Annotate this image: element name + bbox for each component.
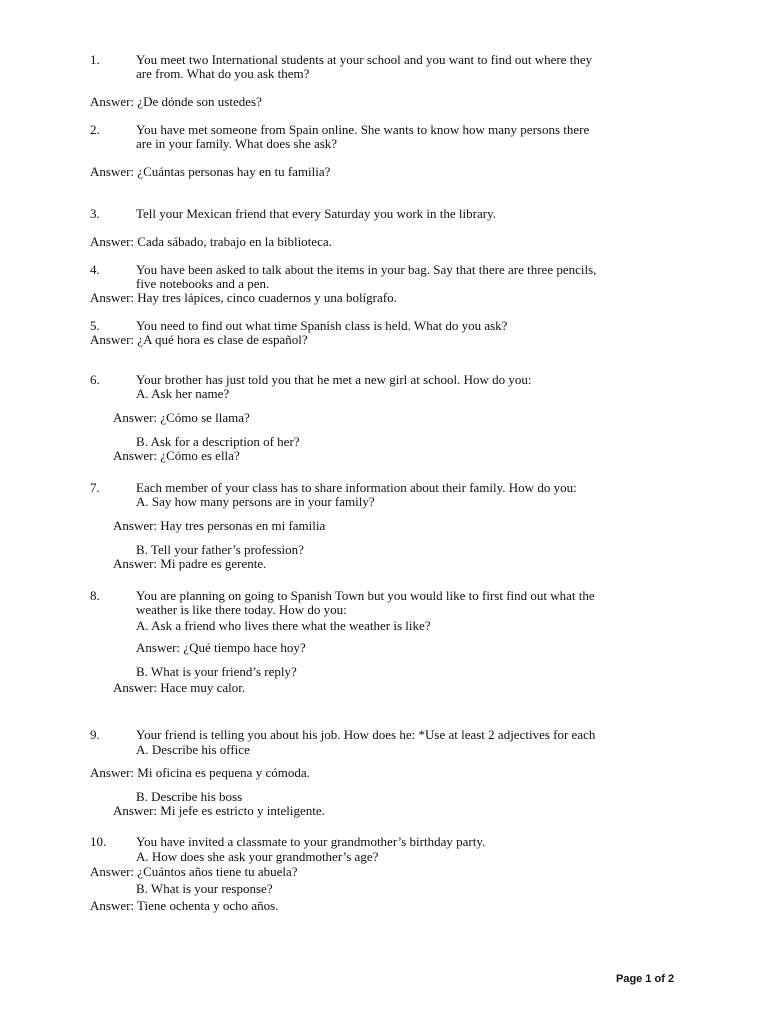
answer-text: Answer: ¿Cuántos años tiene tu abuela? <box>90 864 298 879</box>
question-number: 7. <box>90 480 100 495</box>
sub-question: A. Describe his office <box>136 742 250 757</box>
question-text: five notebooks and a pen. <box>136 276 270 291</box>
question-text: You need to find out what time Spanish class is held. What do you ask? <box>136 318 508 333</box>
answer-text: Answer: Mi oficina es pequena y cómoda. <box>90 765 310 780</box>
sub-question: B. What is your response? <box>136 881 273 896</box>
question-number: 3. <box>90 206 100 221</box>
answer-text: Answer: ¿A qué hora es clase de español? <box>90 332 308 347</box>
answer-text: Answer: ¿Cómo es ella? <box>113 448 240 463</box>
question-text: You have been asked to talk about the items in your bag. Say that there are three pencils, <box>136 262 597 277</box>
sub-question: A. Ask a friend who lives there what the weather is like? <box>136 618 431 633</box>
question-number: 4. <box>90 262 100 277</box>
question-text: Each member of your class has to share information about their family. How do you: <box>136 480 577 495</box>
answer-text: Answer: ¿De dónde son ustedes? <box>90 94 262 109</box>
sub-question: B. Describe his boss <box>136 789 243 804</box>
question-text: weather is like there today. How do you: <box>136 602 347 617</box>
question-text: Your friend is telling you about his job. How does he: *Use at least 2 adjectives for each <box>136 727 596 742</box>
question-number: 9. <box>90 727 100 742</box>
sub-question: B. Tell your father’s profession? <box>136 542 304 557</box>
question-text: Tell your Mexican friend that every Saturday you work in the library. <box>136 206 496 221</box>
answer-text: Answer: Hay tres lápices, cinco cuadernos y una bolígrafo. <box>90 290 397 305</box>
sub-question: A. Ask her name? <box>136 386 230 401</box>
answer-text: Answer: ¿Qué tiempo hace hoy? <box>136 640 306 655</box>
question-text: You have invited a classmate to your grandmother’s birthday party. <box>136 834 486 849</box>
sub-question: B. Ask for a description of her? <box>136 434 300 449</box>
answer-text: Answer: ¿Cómo se llama? <box>113 410 250 425</box>
answer-text: Answer: Tiene ochenta y ocho años. <box>90 898 279 913</box>
question-number: 6. <box>90 372 100 387</box>
answer-text: Answer: Mi jefe es estricto y inteligente. <box>113 803 325 818</box>
question-text: You are planning on going to Spanish Town but you would like to first find out what the <box>136 588 595 603</box>
question-text: You have met someone from Spain online. She wants to know how many persons there <box>136 122 590 137</box>
answer-text: Answer: Hace muy calor. <box>113 680 246 695</box>
sub-question: B. What is your friend’s reply? <box>136 664 297 679</box>
answer-text: Answer: Cada sábado, trabajo en la biblioteca. <box>90 234 332 249</box>
answer-text: Answer: Mi padre es gerente. <box>113 556 267 571</box>
question-number: 1. <box>90 52 100 67</box>
page-number: Page 1 of 2 <box>616 973 675 985</box>
sub-question: A. How does she ask your grandmother’s age? <box>136 849 379 864</box>
question-text: are from. What do you ask them? <box>136 66 310 81</box>
question-number: 10. <box>90 834 107 849</box>
answer-text: Answer: ¿Cuántas personas hay en tu familia? <box>90 164 331 179</box>
question-number: 2. <box>90 122 100 137</box>
question-number: 5. <box>90 318 100 333</box>
question-text: Your brother has just told you that he met a new girl at school. How do you: <box>136 372 532 387</box>
sub-question: A. Say how many persons are in your family? <box>136 494 375 509</box>
question-text: are in your family. What does she ask? <box>136 136 338 151</box>
answer-text: Answer: Hay tres personas en mi familia <box>113 518 326 533</box>
question-number: 8. <box>90 588 100 603</box>
question-text: You meet two International students at your school and you want to find out where they <box>136 52 593 67</box>
